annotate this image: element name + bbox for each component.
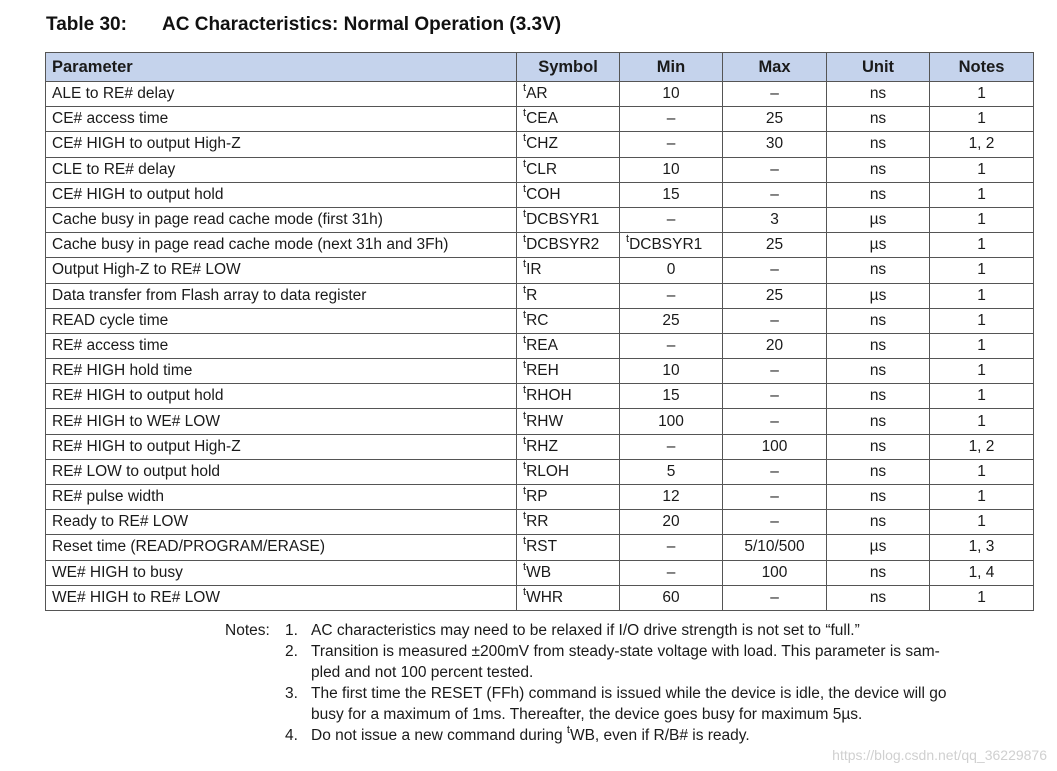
cell-unit: ns xyxy=(827,107,930,132)
cell-unit: ns xyxy=(827,258,930,283)
cell-notes: 1 xyxy=(930,384,1034,409)
cell-max: – xyxy=(723,359,827,384)
cell-parameter: RE# LOW to output hold xyxy=(46,459,517,484)
cell-min: – xyxy=(620,207,723,232)
cell-unit: ns xyxy=(827,82,930,107)
cell-unit: ns xyxy=(827,359,930,384)
cell-max: – xyxy=(723,585,827,610)
cell-min: 20 xyxy=(620,510,723,535)
note-text: Transition is measured ±200mV from steady-state voltage with load. This parameter is sam- xyxy=(311,643,940,660)
note-item xyxy=(225,683,1035,725)
cell-parameter: ALE to RE# delay xyxy=(46,82,517,107)
cell-parameter: RE# HIGH to WE# LOW xyxy=(46,409,517,434)
col-header-symbol: Symbol xyxy=(517,53,620,82)
table-row xyxy=(46,535,1034,560)
cell-unit: ns xyxy=(827,132,930,157)
cell-min: – xyxy=(620,560,723,585)
table-row xyxy=(46,308,1034,333)
cell-min: – xyxy=(620,333,723,358)
cell-unit: µs xyxy=(827,233,930,258)
cell-unit: ns xyxy=(827,459,930,484)
note-number: 2. xyxy=(285,643,298,660)
cell-max: – xyxy=(723,258,827,283)
cell-max: 25 xyxy=(723,107,827,132)
table-row xyxy=(46,510,1034,535)
cell-min: 0 xyxy=(620,258,723,283)
cell-unit: ns xyxy=(827,560,930,585)
cell-max: 5/10/500 xyxy=(723,535,827,560)
cell-min: – xyxy=(620,132,723,157)
note-symbol: WB xyxy=(569,727,595,744)
cell-symbol: $^t$RHOH xyxy=(517,384,620,409)
cell-min: 15 xyxy=(620,182,723,207)
cell-symbol: $^t$RLOH xyxy=(517,459,620,484)
note-number: 4. xyxy=(285,727,298,744)
cell-max: – xyxy=(723,182,827,207)
cell-symbol: $^t$CLR xyxy=(517,157,620,182)
note-item xyxy=(225,641,1035,683)
note-text-continued: busy for a maximum of 1ms. Thereafter, the device goes busy for maximum 5µs. xyxy=(311,706,863,723)
cell-min: 10 xyxy=(620,359,723,384)
cell-symbol: $^t$COH xyxy=(517,182,620,207)
cell-max: – xyxy=(723,308,827,333)
cell-notes: 1 xyxy=(930,157,1034,182)
cell-min: 100 xyxy=(620,409,723,434)
cell-unit: ns xyxy=(827,308,930,333)
cell-notes: 1 xyxy=(930,258,1034,283)
cell-min: 12 xyxy=(620,485,723,510)
table-body xyxy=(46,82,1034,611)
cell-parameter: Output High-Z to RE# LOW xyxy=(46,258,517,283)
cell-notes: 1 xyxy=(930,333,1034,358)
cell-unit: ns xyxy=(827,182,930,207)
ac-characteristics-table xyxy=(45,52,1034,611)
cell-symbol: $^t$REA xyxy=(517,333,620,358)
cell-unit: ns xyxy=(827,333,930,358)
table-row xyxy=(46,459,1034,484)
table-row xyxy=(46,359,1034,384)
cell-parameter: RE# pulse width xyxy=(46,485,517,510)
cell-symbol: $^t$RR xyxy=(517,510,620,535)
note-text: Do not issue a new command during xyxy=(311,727,567,744)
table-row xyxy=(46,384,1034,409)
cell-symbol: $^t$RST xyxy=(517,535,620,560)
table-row xyxy=(46,207,1034,232)
cell-max: 20 xyxy=(723,333,827,358)
table-title xyxy=(46,14,561,36)
cell-notes: 1 xyxy=(930,182,1034,207)
cell-max: – xyxy=(723,157,827,182)
cell-parameter: Reset time (READ/PROGRAM/ERASE) xyxy=(46,535,517,560)
cell-notes: 1 xyxy=(930,510,1034,535)
cell-min: $^t$DCBSYR1 xyxy=(620,233,723,258)
watermark: https://blog.csdn.net/qq_36229876 xyxy=(832,747,1047,763)
table-number: Table 30: xyxy=(46,14,127,35)
table-row xyxy=(46,132,1034,157)
cell-notes: 1, 2 xyxy=(930,132,1034,157)
cell-unit: µs xyxy=(827,283,930,308)
cell-max: – xyxy=(723,384,827,409)
cell-notes: 1, 2 xyxy=(930,434,1034,459)
cell-min: 5 xyxy=(620,459,723,484)
table-row xyxy=(46,485,1034,510)
col-header-min: Min xyxy=(620,53,723,82)
note-text: The first time the RESET (FFh) command is issued while the device is idle, the device will go xyxy=(311,685,947,702)
cell-parameter: CE# HIGH to output High-Z xyxy=(46,132,517,157)
cell-max: 3 xyxy=(723,207,827,232)
cell-max: 25 xyxy=(723,283,827,308)
cell-parameter: Cache busy in page read cache mode (next 31h and 3Fh) xyxy=(46,233,517,258)
cell-max: – xyxy=(723,459,827,484)
cell-symbol: $^t$RHZ xyxy=(517,434,620,459)
cell-symbol: $^t$R xyxy=(517,283,620,308)
cell-min: – xyxy=(620,107,723,132)
table-row xyxy=(46,585,1034,610)
table-row xyxy=(46,182,1034,207)
notes-section xyxy=(225,620,1035,746)
cell-notes: 1 xyxy=(930,359,1034,384)
note-item xyxy=(225,620,1035,641)
cell-max: – xyxy=(723,485,827,510)
cell-parameter: CE# HIGH to output hold xyxy=(46,182,517,207)
col-header-parameter: Parameter xyxy=(46,53,517,82)
cell-min: 60 xyxy=(620,585,723,610)
table-row xyxy=(46,283,1034,308)
col-header-unit: Unit xyxy=(827,53,930,82)
cell-parameter: READ cycle time xyxy=(46,308,517,333)
cell-symbol: $^t$DCBSYR2 xyxy=(517,233,620,258)
cell-symbol: $^t$RP xyxy=(517,485,620,510)
table-row xyxy=(46,258,1034,283)
cell-symbol: $^t$AR xyxy=(517,82,620,107)
cell-symbol: $^t$CEA xyxy=(517,107,620,132)
col-header-max: Max xyxy=(723,53,827,82)
note-text-after: , even if R/B# is ready. xyxy=(594,727,750,744)
cell-symbol: $^t$REH xyxy=(517,359,620,384)
cell-unit: ns xyxy=(827,510,930,535)
cell-notes: 1 xyxy=(930,233,1034,258)
cell-unit: µs xyxy=(827,535,930,560)
cell-notes: 1 xyxy=(930,207,1034,232)
cell-min: 10 xyxy=(620,157,723,182)
cell-notes: 1 xyxy=(930,308,1034,333)
cell-max: – xyxy=(723,409,827,434)
cell-max: 25 xyxy=(723,233,827,258)
cell-symbol: $^t$IR xyxy=(517,258,620,283)
cell-notes: 1 xyxy=(930,107,1034,132)
note-number: 1. xyxy=(285,622,298,639)
cell-min: 10 xyxy=(620,82,723,107)
cell-min: – xyxy=(620,283,723,308)
note-text: AC characteristics may need to be relaxed if I/O drive strength is not set to “full.” xyxy=(311,622,860,639)
table-row xyxy=(46,409,1034,434)
cell-notes: 1 xyxy=(930,459,1034,484)
cell-max: 100 xyxy=(723,560,827,585)
cell-notes: 1, 3 xyxy=(930,535,1034,560)
cell-symbol: $^t$WHR xyxy=(517,585,620,610)
table-header-row xyxy=(46,53,1034,82)
cell-unit: ns xyxy=(827,485,930,510)
cell-parameter: WE# HIGH to busy xyxy=(46,560,517,585)
cell-min: – xyxy=(620,434,723,459)
cell-max: 30 xyxy=(723,132,827,157)
cell-max: – xyxy=(723,510,827,535)
cell-symbol: $^t$CHZ xyxy=(517,132,620,157)
cell-unit: ns xyxy=(827,434,930,459)
cell-notes: 1 xyxy=(930,409,1034,434)
cell-parameter: CE# access time xyxy=(46,107,517,132)
note-number: 3. xyxy=(285,685,298,702)
table-row xyxy=(46,233,1034,258)
cell-notes: 1 xyxy=(930,283,1034,308)
cell-parameter: RE# access time xyxy=(46,333,517,358)
cell-parameter: WE# HIGH to RE# LOW xyxy=(46,585,517,610)
cell-max: 100 xyxy=(723,434,827,459)
cell-parameter: Ready to RE# LOW xyxy=(46,510,517,535)
col-header-notes: Notes xyxy=(930,53,1034,82)
cell-symbol: $^t$WB xyxy=(517,560,620,585)
cell-unit: µs xyxy=(827,207,930,232)
note-text-continued: pled and not 100 percent tested. xyxy=(311,664,534,681)
cell-notes: 1 xyxy=(930,485,1034,510)
cell-notes: 1, 4 xyxy=(930,560,1034,585)
cell-parameter: RE# HIGH to output hold xyxy=(46,384,517,409)
table-row xyxy=(46,157,1034,182)
cell-unit: ns xyxy=(827,409,930,434)
cell-notes: 1 xyxy=(930,82,1034,107)
cell-min: 15 xyxy=(620,384,723,409)
cell-symbol: $^t$RHW xyxy=(517,409,620,434)
cell-max: – xyxy=(723,82,827,107)
cell-min: – xyxy=(620,535,723,560)
table-caption: AC Characteristics: Normal Operation (3.3V) xyxy=(162,14,562,35)
cell-parameter: Data transfer from Flash array to data register xyxy=(46,283,517,308)
cell-parameter: CLE to RE# delay xyxy=(46,157,517,182)
table-row xyxy=(46,434,1034,459)
cell-unit: ns xyxy=(827,585,930,610)
cell-parameter: RE# HIGH hold time xyxy=(46,359,517,384)
cell-symbol: $^t$DCBSYR1 xyxy=(517,207,620,232)
cell-symbol: $^t$RC xyxy=(517,308,620,333)
table-row xyxy=(46,82,1034,107)
table-row xyxy=(46,107,1034,132)
cell-unit: ns xyxy=(827,384,930,409)
cell-min: 25 xyxy=(620,308,723,333)
cell-notes: 1 xyxy=(930,585,1034,610)
notes-label: Notes: xyxy=(225,622,270,639)
table-row xyxy=(46,560,1034,585)
table-row xyxy=(46,333,1034,358)
note-item: 4. Do not issue a new command during $^t$WB, even if R/B# is ready. xyxy=(285,724,750,744)
cell-parameter: RE# HIGH to output High-Z xyxy=(46,434,517,459)
cell-unit: ns xyxy=(827,157,930,182)
cell-parameter: Cache busy in page read cache mode (first 31h) xyxy=(46,207,517,232)
